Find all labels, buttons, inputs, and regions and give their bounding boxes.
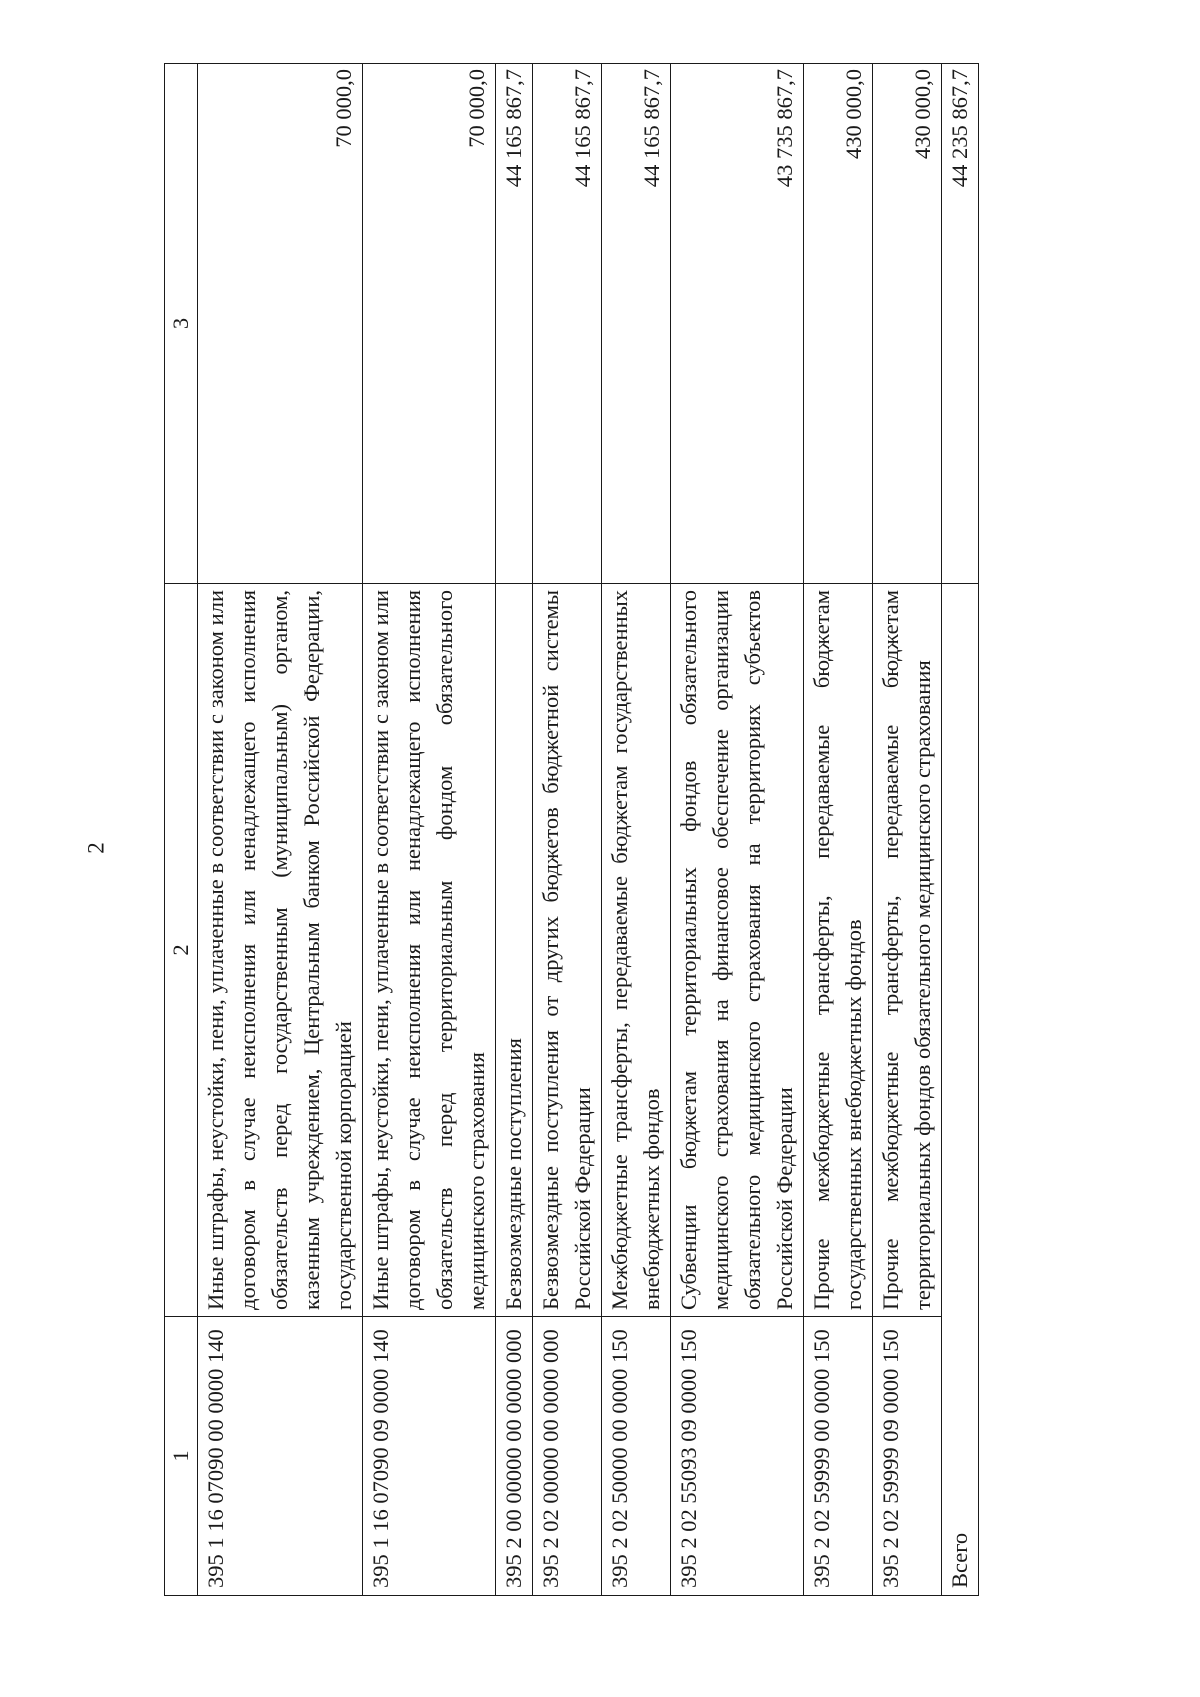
table-row [198,64,363,1596]
table-row [363,64,496,1596]
table-row [804,64,873,1596]
row-code: 395 1 16 07090 09 0000 140 [363,1317,496,1596]
table-row [671,64,804,1596]
row-amount: 430 000,0 [873,64,942,584]
row-code: 395 2 02 55093 09 0000 150 [671,1317,804,1596]
revenue-table-frame [164,64,972,1596]
row-name: Прочие межбюджетные трансферты, передаваемые бюджетам территориальных фондов обязательного медицинского страхования [873,584,942,1317]
row-name: Межбюджетные трансферты, передаваемые бюджетам государственных внебюджетных фондов [602,584,671,1317]
row-amount: 44 165 867,7 [533,64,602,584]
table-row [533,64,602,1596]
row-code: 395 2 02 50000 00 0000 150 [602,1317,671,1596]
header-row [165,64,198,1596]
table-row [602,64,671,1596]
page-number: 2 [83,842,109,854]
row-amount: 70 000,0 [363,64,496,584]
header-cell-amount: 3 [165,64,198,584]
revenue-table [164,63,979,1596]
row-code: 395 2 00 00000 00 0000 000 [496,1317,533,1596]
total-row [942,64,979,1596]
row-amount: 44 165 867,7 [602,64,671,584]
row-name: Прочие межбюджетные трансферты, передаваемые бюджетам государственных внебюджетных фондов [804,584,873,1317]
row-name: Иные штрафы, неустойки, пени, уплаченные в соответствии с законом или договором в случае неисполнения или ненадлежащего исполнения обязательств перед государственным (муниципальным) органом, казенным учреждением, Центральным банком Российской Федерации, государственной корпорацией [198,584,363,1317]
row-amount: 70 000,0 [198,64,363,584]
row-name: Безвозмездные поступления от других бюджетов бюджетной системы Российской Федерации [533,584,602,1317]
row-code: 395 2 02 59999 00 0000 150 [804,1317,873,1596]
row-amount: 43 735 867,7 [671,64,804,584]
row-amount: 430 000,0 [804,64,873,584]
table-row [873,64,942,1596]
row-name: Безвозмездные поступления [496,584,533,1317]
row-code: 395 2 02 59999 09 0000 150 [873,1317,942,1596]
total-amount: 44 235 867,7 [942,64,979,584]
row-name: Субвенции бюджетам территориальных фондов обязательного медицинского страхования на финансовое обеспечение организации обязательного медицинского страхования на территориях субъектов Российской Федерации [671,584,804,1317]
row-amount: 44 165 867,7 [496,64,533,584]
table-row [496,64,533,1596]
header-cell-code: 1 [165,1317,198,1596]
row-code: 395 2 02 00000 00 0000 000 [533,1317,602,1596]
header-cell-name: 2 [165,584,198,1317]
row-name: Иные штрафы, неустойки, пени, уплаченные в соответствии с законом или договором в случае неисполнения или ненадлежащего исполнения обязательств перед территориальным фондом обязательного медицинского страхования [363,584,496,1317]
row-code: 395 1 16 07090 00 0000 140 [198,1317,363,1596]
total-label: Всего [942,584,979,1596]
